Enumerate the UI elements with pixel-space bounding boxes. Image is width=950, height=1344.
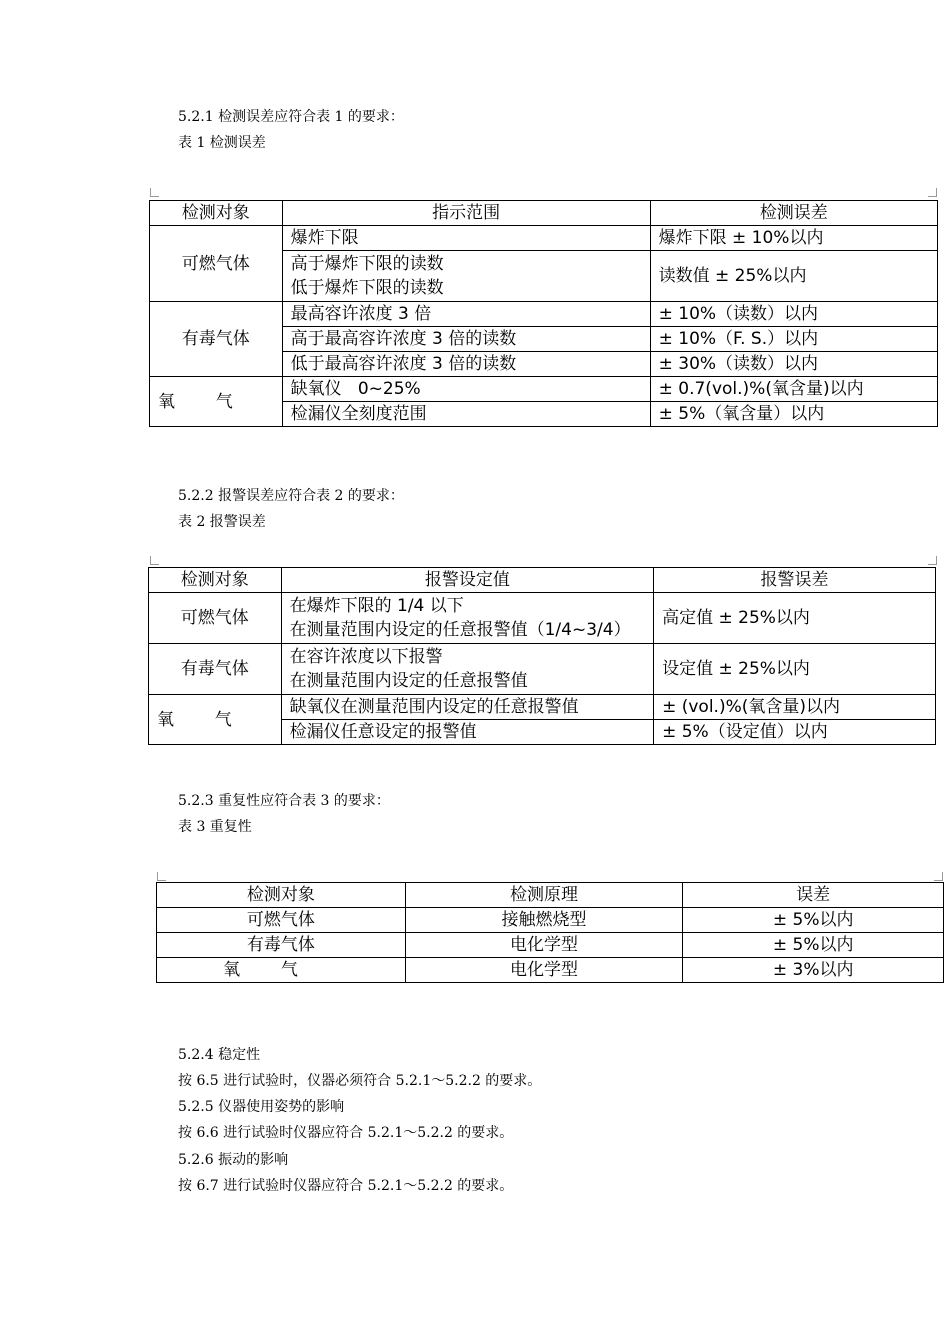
error-cell: ± 5%以内 — [683, 933, 944, 958]
principle-cell: 电化学型 — [405, 933, 683, 958]
header-cell: 指示范围 — [282, 201, 650, 226]
table-1-detection-error — [149, 200, 938, 427]
header-cell: 检测原理 — [405, 883, 683, 908]
corner-mark — [150, 556, 159, 565]
section-5-2-1-heading: 5.2.1 检测误差应符合表 1 的要求： — [178, 109, 404, 125]
table-row — [150, 302, 938, 327]
section-5-2-2-heading: 5.2.2 报警误差应符合表 2 的要求： — [178, 488, 404, 504]
range-cell: 检漏仪全刻度范围 — [282, 402, 650, 427]
table-header-row — [150, 201, 938, 226]
paragraph: 按 6.6 进行试验时仪器应符合 5.2.1～5.2.2 的要求。 — [178, 1125, 514, 1141]
table-3-repeatability — [156, 882, 944, 983]
header-cell: 检测对象 — [157, 883, 406, 908]
error-cell: ± 5%以内 — [683, 908, 944, 933]
table-1-caption: 表 1 检测误差 — [178, 135, 266, 151]
table-row — [157, 908, 944, 933]
table-row — [150, 377, 938, 402]
setpoint-cell — [281, 593, 653, 644]
error-cell: ± 10%（F. S.）以内 — [650, 327, 937, 352]
error-cell: ± 0.7(vol.)%(氧含量)以内 — [650, 377, 937, 402]
table-row — [157, 933, 944, 958]
error-cell: ± 30%（读数）以内 — [650, 352, 937, 377]
header-cell: 检测对象 — [149, 568, 282, 593]
table-row — [149, 695, 936, 720]
header-cell: 检测误差 — [650, 201, 937, 226]
header-cell: 检测对象 — [150, 201, 283, 226]
range-cell — [282, 251, 650, 302]
range-line: 低于爆炸下限的读数 — [290, 278, 444, 298]
header-cell: 报警误差 — [654, 568, 936, 593]
corner-mark — [928, 556, 937, 565]
section-5-2-5-heading: 5.2.5 仪器使用姿势的影响 — [178, 1099, 345, 1115]
range-cell: 缺氧仪 0~25% — [282, 377, 650, 402]
object-cell: 可燃气体 — [149, 593, 282, 644]
table-header-row — [157, 883, 944, 908]
table-row — [150, 226, 938, 251]
setpoint-cell: 缺氧仪在测量范围内设定的任意报警值 — [281, 695, 653, 720]
setpoint-line: 在测量范围内设定的任意报警值（1/4~3/4） — [289, 620, 631, 640]
table-3-caption: 表 3 重复性 — [178, 819, 252, 835]
error-cell: ± 10%（读数）以内 — [650, 302, 937, 327]
section-5-2-3-heading: 5.2.3 重复性应符合表 3 的要求： — [178, 793, 390, 809]
setpoint-cell — [281, 644, 653, 695]
error-cell: 爆炸下限 ± 10%以内 — [650, 226, 937, 251]
error-cell: ± 5%（设定值）以内 — [654, 720, 936, 745]
corner-mark — [150, 188, 159, 197]
table-row — [149, 593, 936, 644]
range-line: 高于爆炸下限的读数 — [290, 254, 444, 274]
object-cell: 氧气 — [149, 695, 282, 745]
object-cell: 可燃气体 — [150, 226, 283, 302]
section-5-2-4-heading: 5.2.4 稳定性 — [178, 1047, 261, 1063]
section-5-2-6-heading: 5.2.6 振动的影响 — [178, 1152, 289, 1168]
paragraph: 按 6.7 进行试验时仪器应符合 5.2.1～5.2.2 的要求。 — [178, 1178, 514, 1194]
setpoint-cell: 检漏仪任意设定的报警值 — [281, 720, 653, 745]
object-cell: 有毒气体 — [149, 644, 282, 695]
setpoint-line: 在爆炸下限的 1/4 以下 — [289, 596, 464, 616]
table-2-caption: 表 2 报警误差 — [178, 514, 266, 530]
table-row — [157, 958, 944, 983]
error-cell: 设定值 ± 25%以内 — [654, 644, 936, 695]
object-cell: 可燃气体 — [157, 908, 406, 933]
header-cell: 报警设定值 — [281, 568, 653, 593]
table-header-row — [149, 568, 936, 593]
range-cell: 最高容许浓度 3 倍 — [282, 302, 650, 327]
header-cell: 误差 — [683, 883, 944, 908]
object-cell: 氧气 — [157, 958, 406, 983]
error-cell: 读数值 ± 25%以内 — [650, 251, 937, 302]
error-cell: ± (vol.)%(氧含量)以内 — [654, 695, 936, 720]
principle-cell: 电化学型 — [405, 958, 683, 983]
table-2-alarm-error — [148, 567, 936, 745]
corner-mark — [934, 872, 943, 881]
object-cell: 有毒气体 — [157, 933, 406, 958]
principle-cell: 接触燃烧型 — [405, 908, 683, 933]
range-cell: 高于最高容许浓度 3 倍的读数 — [282, 327, 650, 352]
range-cell: 低于最高容许浓度 3 倍的读数 — [282, 352, 650, 377]
error-cell: ± 5%（氧含量）以内 — [650, 402, 937, 427]
table-row — [149, 644, 936, 695]
range-cell: 爆炸下限 — [282, 226, 650, 251]
error-cell: 高定值 ± 25%以内 — [654, 593, 936, 644]
paragraph: 按 6.5 进行试验时，仪器必须符合 5.2.1～5.2.2 的要求。 — [178, 1073, 542, 1089]
setpoint-line: 在测量范围内设定的任意报警值 — [289, 671, 528, 691]
error-cell: ± 3%以内 — [683, 958, 944, 983]
object-cell: 氧气 — [150, 377, 283, 427]
corner-mark — [928, 188, 937, 197]
setpoint-line: 在容许浓度以下报警 — [289, 647, 443, 667]
object-cell: 有毒气体 — [150, 302, 283, 377]
corner-mark — [157, 872, 166, 881]
